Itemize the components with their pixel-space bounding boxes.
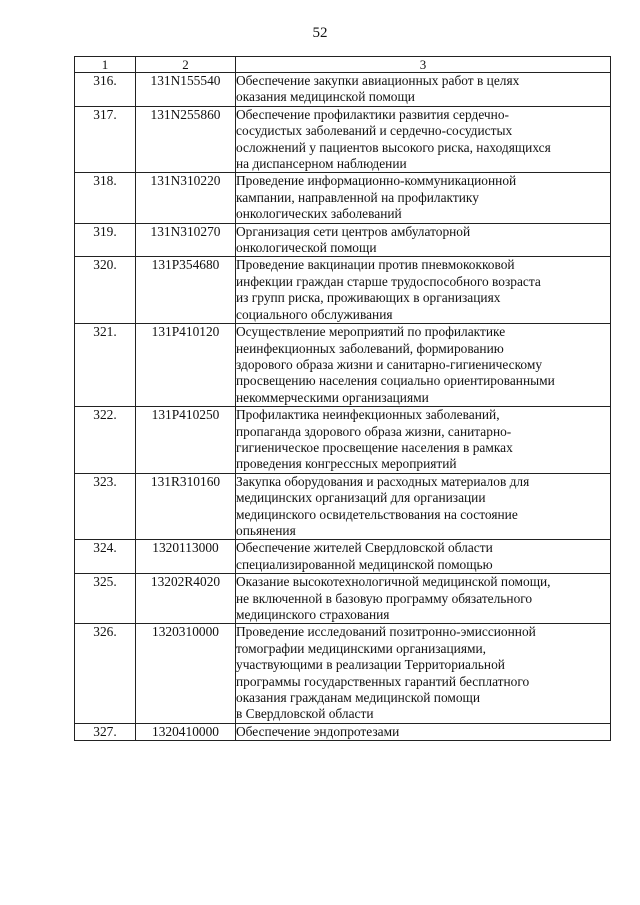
- description-line: опьянения: [236, 522, 296, 538]
- description-line: медицинского страхования: [236, 607, 390, 622]
- description-line: Обеспечение закупки авиационных работ в целях: [236, 73, 520, 88]
- description-line: программы государственных гарантий бесплатного: [236, 673, 530, 689]
- row-description: [236, 324, 611, 407]
- table-row: [75, 574, 611, 624]
- row-code: 131R310160: [136, 473, 236, 540]
- table-row: [75, 73, 611, 107]
- row-number: 322.: [75, 407, 136, 474]
- column-header-description: 3: [236, 57, 611, 73]
- description-line: гигиеническое просвещение населения в рамках: [236, 439, 513, 455]
- description-line: неинфекционных заболеваний, формированию: [236, 340, 504, 356]
- description-line: социального обслуживания: [236, 306, 393, 322]
- description-line: на диспансерном наблюдении: [236, 156, 407, 172]
- description-line: Профилактика неинфекционных заболеваний,: [236, 407, 500, 423]
- description-line: Проведение вакцинации против пневмококковой: [236, 257, 515, 273]
- description-line: осложнений у пациентов высокого риска, находящихся: [236, 139, 551, 155]
- row-number: 324.: [75, 540, 136, 574]
- row-code: 131N255860: [136, 106, 236, 173]
- row-code: 131P354680: [136, 257, 236, 324]
- row-code: 1320410000: [136, 723, 236, 740]
- description-line: проведения конгрессных мероприятий: [236, 456, 457, 472]
- description-line: сосудистых заболеваний и сердечно-сосудистых: [236, 123, 513, 139]
- row-number: 327.: [75, 723, 136, 740]
- description-line: томографии медицинскими организациями,: [236, 640, 486, 656]
- row-code: 1320113000: [136, 540, 236, 574]
- row-code: 131N155540: [136, 73, 236, 107]
- description-line: просвещению населения социально ориентированными: [236, 373, 555, 389]
- description-line: инфекции граждан старше трудоспособного возраста: [236, 273, 541, 289]
- description-line: Обеспечение эндопротезами: [236, 723, 400, 739]
- row-description: [236, 257, 611, 324]
- description-line: медицинского освидетельствования на состояние: [236, 506, 518, 522]
- description-line: Закупка оборудования и расходных материалов для: [236, 473, 530, 489]
- table-row: [75, 257, 611, 324]
- row-number: 320.: [75, 257, 136, 324]
- table-row: [75, 624, 611, 723]
- row-description: [236, 723, 611, 740]
- row-description: [236, 106, 611, 173]
- description-line: Обеспечение профилактики развития сердечно-: [236, 106, 509, 122]
- row-number: 316.: [75, 73, 136, 107]
- table-header-row: [75, 57, 611, 73]
- table-row: [75, 106, 611, 173]
- row-description: [236, 223, 611, 257]
- row-description: [236, 574, 611, 624]
- table-row: [75, 473, 611, 540]
- row-description: [236, 540, 611, 574]
- description-line: пропаганда здорового образа жизни, санитарно-: [236, 423, 512, 439]
- description-line: в Свердловской области: [236, 706, 374, 722]
- table-row: [75, 173, 611, 223]
- row-number: 321.: [75, 324, 136, 407]
- table-row: [75, 540, 611, 574]
- description-line: некоммерческими организациями: [236, 389, 429, 405]
- row-number: 325.: [75, 574, 136, 624]
- description-line: участвующими в реализации Территориальной: [236, 657, 505, 673]
- description-line: специализированной медицинской помощью: [236, 556, 493, 572]
- description-line: из групп риска, проживающих в организациях: [236, 290, 501, 306]
- description-line: Организация сети центров амбулаторной: [236, 223, 471, 239]
- table-row: [75, 723, 611, 740]
- description-line: онкологических заболеваний: [236, 206, 402, 222]
- row-code: 1320310000: [136, 624, 236, 723]
- row-number: 318.: [75, 173, 136, 223]
- row-number: 319.: [75, 223, 136, 257]
- row-code: 131N310270: [136, 223, 236, 257]
- page-number: 52: [312, 25, 328, 41]
- row-code: 13202R4020: [136, 574, 236, 624]
- row-code: 131P410250: [136, 407, 236, 474]
- row-number: 326.: [75, 624, 136, 723]
- column-header-code: 2: [136, 57, 236, 73]
- description-line: медицинских организаций для организации: [236, 490, 486, 506]
- description-line: Обеспечение жителей Свердловской области: [236, 540, 493, 556]
- description-line: здорового образа жизни и санитарно-гигиеническому: [236, 356, 543, 372]
- description-line: Проведение информационно-коммуникационной: [236, 173, 517, 189]
- description-line: Осуществление мероприятий по профилактике: [236, 324, 506, 340]
- row-code: 131N310220: [136, 173, 236, 223]
- description-line: Проведение исследований позитронно-эмиссионной: [236, 624, 536, 640]
- column-header-number: 1: [75, 57, 136, 73]
- description-line: кампании, направленной на профилактику: [236, 189, 479, 205]
- table-row: [75, 324, 611, 407]
- description-line: оказания гражданам медицинской помощи: [236, 690, 481, 706]
- table-row: [75, 407, 611, 474]
- description-line: Оказание высокотехнологичной медицинской помощи,: [236, 574, 551, 590]
- description-line: оказания медицинской помощи: [236, 89, 415, 105]
- row-number: 317.: [75, 106, 136, 173]
- row-description: [236, 624, 611, 723]
- row-number: 323.: [75, 473, 136, 540]
- description-line: не включенной в базовую программу обязательного: [236, 590, 533, 606]
- row-description: [236, 73, 611, 107]
- registry-table: [74, 56, 611, 741]
- row-description: [236, 407, 611, 474]
- row-description: [236, 173, 611, 223]
- description-line: онкологической помощи: [236, 240, 377, 256]
- row-description: [236, 473, 611, 540]
- table-row: [75, 223, 611, 257]
- row-code: 131P410120: [136, 324, 236, 407]
